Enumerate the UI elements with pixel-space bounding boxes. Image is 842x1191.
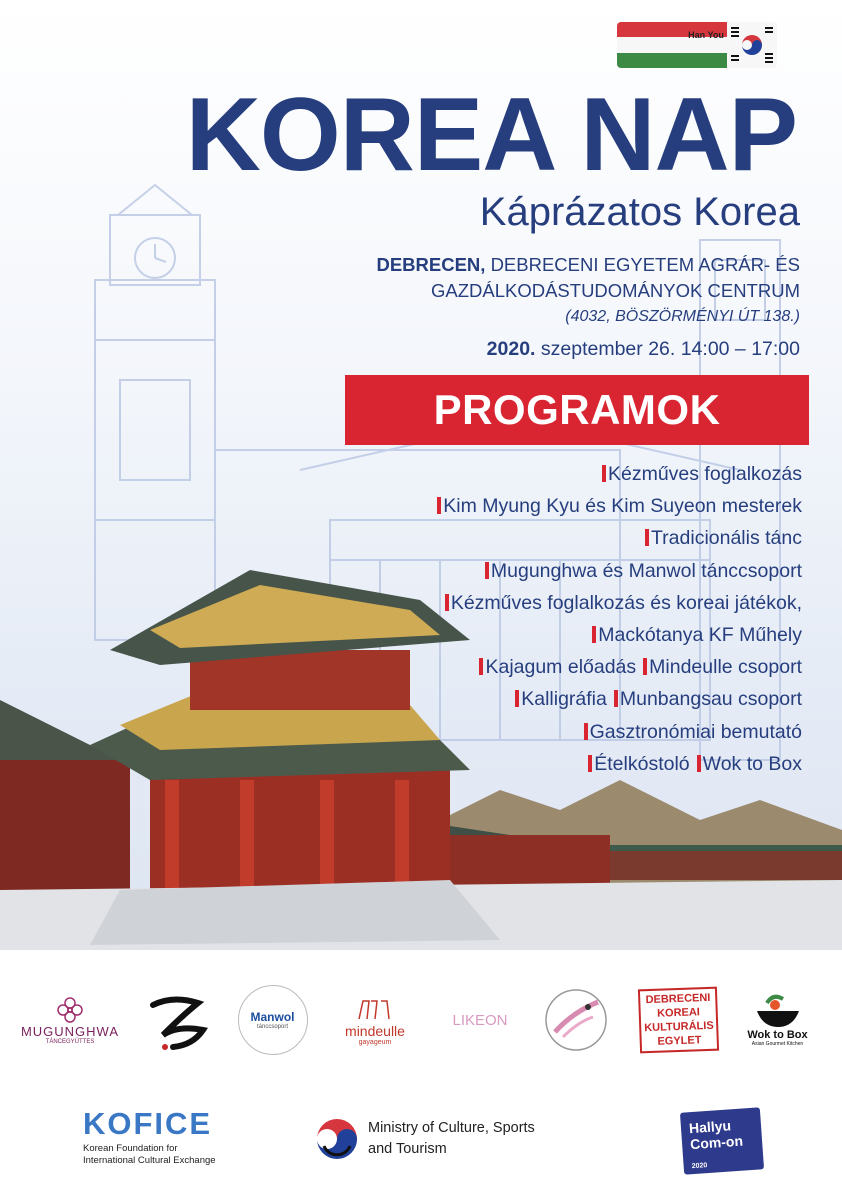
dke-line: KULTURÁLIS [644,1019,715,1035]
wok-name: Wok to Box [747,1029,808,1041]
venue-line-1 [376,252,800,278]
page-subtitle: Káprázatos Korea [479,190,800,234]
program-item [437,748,802,780]
sponsor-logos [0,975,842,1065]
program-item-label: Munbangsau csoport [619,688,802,711]
program-item [437,587,802,619]
program-item [437,651,802,683]
program-item-label: Kalligráfia [521,688,607,711]
mugunghwa-name: MUGUNGHWA [20,1023,120,1039]
bullet-mark [602,465,606,482]
venue-address: (4032, BÖSZÖRMÉNYI ÚT 138.) [565,308,800,325]
footer-partners [0,1100,842,1180]
mugunghwa-logo [20,975,120,1065]
manwol-sub: tánccsoport [256,1024,289,1030]
program-item-label: Kézműves foglalkozás és koreai játékok, [450,591,802,614]
taegeuk-icon [314,1116,360,1162]
hallyu-line-1: Hallyu [688,1117,732,1137]
program-list [437,458,802,780]
calligraphy-brush-icon [143,985,213,1055]
program-item-label: Kézműves foglalkozás [607,463,802,485]
program-item [437,490,802,522]
event-year: 2020. [486,338,536,360]
program-item [437,716,802,748]
program-item [437,555,802,587]
kofice-name: KOFICE [83,1106,213,1141]
venue-city: DEBRECEN, [376,254,486,275]
flower-icon [56,996,84,1024]
wok-sub: Asian Gourmet Kitchen [751,1041,804,1047]
program-item-label: Wok to Box [702,752,802,775]
dke-line: DEBRECENI [645,991,711,1007]
venue-block [376,252,800,330]
programs-heading: PROGRAMOK [433,386,721,433]
wok-to-box-logo [735,975,820,1065]
program-item [437,683,802,715]
dke-logo [640,975,718,1065]
gayageum-icon [355,995,395,1023]
program-item-label: Kajagum előadás [485,656,637,679]
program-item [437,522,802,554]
bullet-mark [445,594,449,611]
program-item-label: Tradicionális tánc [650,527,802,550]
drum-icon [543,987,609,1053]
han-you-logo: Han You [688,30,724,40]
dke-line: EGYLET [657,1034,702,1048]
mindeulle-name: mindeulle [345,1022,405,1039]
program-item-label: Mackótanya KF Műhely [598,624,802,647]
bullet-mark [515,690,519,707]
event-date [487,338,800,361]
dke-line: KOREAI [657,1006,701,1020]
event-datetime: szeptember 26. 14:00 – 17:00 [540,338,800,360]
mugunghwa-sub: TÁNCEGYÜTTES [45,1038,95,1045]
hungary-korea-badge [617,22,777,68]
drum-logo [540,975,612,1065]
bullet-mark [437,497,441,514]
bullet-mark [588,755,592,772]
hallyu-line-2: Com-on [689,1132,744,1153]
venue-line-2: GAZDÁLKODÁSTUDOMÁNYOK CENTRUM [430,280,800,301]
bullet-mark [592,626,596,643]
program-item-label: Mindeulle csoport [649,656,802,679]
bullet-mark [584,723,588,740]
calligraphy-logo [140,975,215,1065]
bullet-mark [485,562,489,579]
kofice-logo [83,1108,216,1167]
mindeulle-logo [330,975,420,1065]
program-item [437,619,802,651]
bullet-mark [614,690,618,707]
program-item-label: Ételkóstoló [594,752,690,775]
ministry-logo [314,1116,535,1162]
likeon-name: LIKEON [452,1011,508,1029]
korean-flag-icon [727,22,777,68]
hallyu-com-on-logo [680,1107,764,1174]
hallyu-year: 2020 [691,1162,708,1171]
bullet-mark [643,658,647,675]
kofice-line-2: International Cultural Exchange [83,1155,216,1166]
venue-institution: DEBRECENI EGYETEM AGRÁR- ÉS [490,254,800,275]
program-item [437,458,802,490]
manwol-logo [235,975,310,1065]
dke-box [638,987,720,1054]
kofice-line-1: Korean Foundation for [83,1143,178,1154]
ministry-line-2: and Tourism [368,1141,447,1157]
ministry-line-1: Ministry of Culture, Sports [368,1120,535,1136]
mindeulle-sub: gayageum [358,1038,392,1046]
manwol-name: Manwol [250,1010,295,1024]
bullet-mark [479,658,483,675]
bullet-mark [697,755,701,772]
likeon-logo [440,975,520,1065]
page-title: KOREA NAP [185,77,797,193]
program-item-label: Kim Myung Kyu és Kim Suyeon mesterek [443,495,802,518]
program-item-label: Mugunghwa és Manwol tánccsoport [490,559,802,582]
wok-icon [753,993,803,1029]
program-item-label: Gasztronómiai bemutató [589,720,802,743]
programs-heading-bar [345,375,809,445]
bullet-mark [645,529,649,546]
